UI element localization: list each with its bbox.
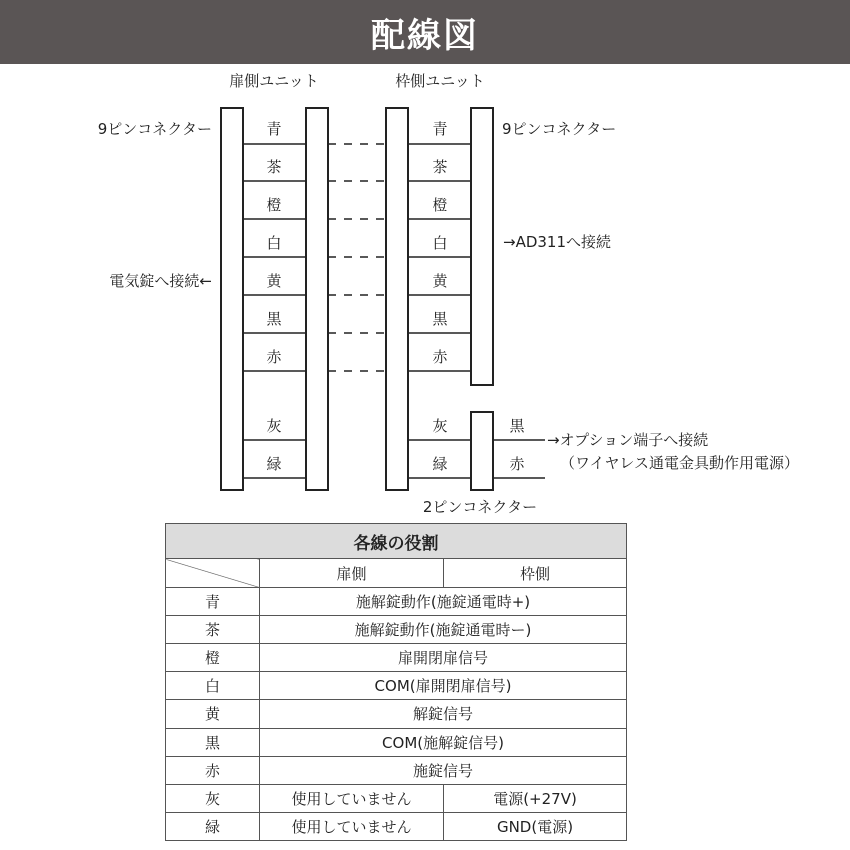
door-wire-label: 緑 xyxy=(266,455,282,473)
frame-wire-label: 灰 xyxy=(432,417,448,435)
row-color-cell: 黄 xyxy=(166,700,260,728)
frame-wire-label: 緑 xyxy=(432,455,448,473)
frame-wire-label: 白 xyxy=(432,234,448,252)
door-unit-connector-left xyxy=(221,108,243,490)
option-label: →オプション端子へ接続 xyxy=(547,431,709,449)
table-row xyxy=(166,812,627,840)
two-pin-label: 2ピンコネクター xyxy=(422,498,538,516)
row-role-cell: 施解錠動作(施錠通電時+) xyxy=(260,588,627,616)
column-header-frame: 枠側 xyxy=(444,559,627,588)
table-row xyxy=(166,672,627,700)
door-wire-label: 赤 xyxy=(266,348,282,366)
door-wire-label: 青 xyxy=(266,120,282,138)
frame-unit-connector-left xyxy=(386,108,408,490)
two-pin-wire-label: 赤 xyxy=(509,455,525,473)
row-frame-cell: 電源(+27V) xyxy=(444,784,627,812)
row-role-cell: 施解錠動作(施錠通電時ー) xyxy=(260,616,627,644)
door-wire-label: 灰 xyxy=(266,417,282,435)
left-arrow-label: 電気錠へ接続← xyxy=(109,272,212,290)
table-row xyxy=(166,784,627,812)
frame-wire-label: 黒 xyxy=(432,310,448,328)
row-color-cell: 橙 xyxy=(166,644,260,672)
table-row xyxy=(166,728,627,756)
ad311-label: →AD311へ接続 xyxy=(503,233,612,251)
row-door-cell: 使用していません xyxy=(260,784,444,812)
row-role-cell: 施錠信号 xyxy=(260,756,627,784)
row-door-cell: 使用していません xyxy=(260,812,444,840)
wiring-diagram xyxy=(0,64,850,523)
column-header-door: 扉側 xyxy=(260,559,444,588)
page-title: 配線図 xyxy=(371,15,479,56)
two-pin-wire-label: 黒 xyxy=(509,417,525,435)
row-color-cell: 白 xyxy=(166,672,260,700)
row-color-cell: 茶 xyxy=(166,616,260,644)
row-role-cell: 解錠信号 xyxy=(260,700,627,728)
frame-wire-label: 赤 xyxy=(432,348,448,366)
row-color-cell: 緑 xyxy=(166,812,260,840)
row-frame-cell: GND(電源) xyxy=(444,812,627,840)
door-wire-label: 橙 xyxy=(266,196,282,214)
door-wire-label: 茶 xyxy=(266,158,282,176)
row-color-cell: 青 xyxy=(166,588,260,616)
table-row xyxy=(166,756,627,784)
frame-2pin-connector xyxy=(471,412,493,490)
frame-wire-label: 黄 xyxy=(432,272,448,290)
row-role-cell: 扉開閉扉信号 xyxy=(260,644,627,672)
left-connector-label: 9ピンコネクター xyxy=(97,120,212,138)
row-role-cell: COM(施解錠信号) xyxy=(260,728,627,756)
frame-9pin-connector xyxy=(471,108,493,385)
row-role-cell: COM(扉開閉扉信号) xyxy=(260,672,627,700)
door-wire-label: 黄 xyxy=(266,272,282,290)
header-bar xyxy=(0,0,850,64)
row-color-cell: 灰 xyxy=(166,784,260,812)
row-color-cell: 赤 xyxy=(166,756,260,784)
frame-wire-label: 橙 xyxy=(432,196,448,214)
door-wire-label: 白 xyxy=(266,234,282,252)
row-color-cell: 黒 xyxy=(166,728,260,756)
dashed-links xyxy=(328,144,386,371)
table-corner-cell xyxy=(166,559,260,588)
table-row xyxy=(166,644,627,672)
door-wire-label: 黒 xyxy=(266,310,282,328)
frame-unit-label: 枠側ユニット xyxy=(395,72,485,90)
wire-roles-table xyxy=(165,523,627,841)
table-title: 各線の役割 xyxy=(166,524,627,559)
door-unit-connector-right xyxy=(306,108,328,490)
frame-wire-label: 青 xyxy=(432,120,448,138)
option-sub-label: （ワイヤレス通電金具動作用電源） xyxy=(560,454,799,472)
table-row xyxy=(166,588,627,616)
right-connector-label: 9ピンコネクター xyxy=(502,120,617,138)
table-row xyxy=(166,616,627,644)
table-row xyxy=(166,700,627,728)
door-unit-label: 扉側ユニット xyxy=(229,72,319,90)
frame-wire-label: 茶 xyxy=(432,158,448,176)
